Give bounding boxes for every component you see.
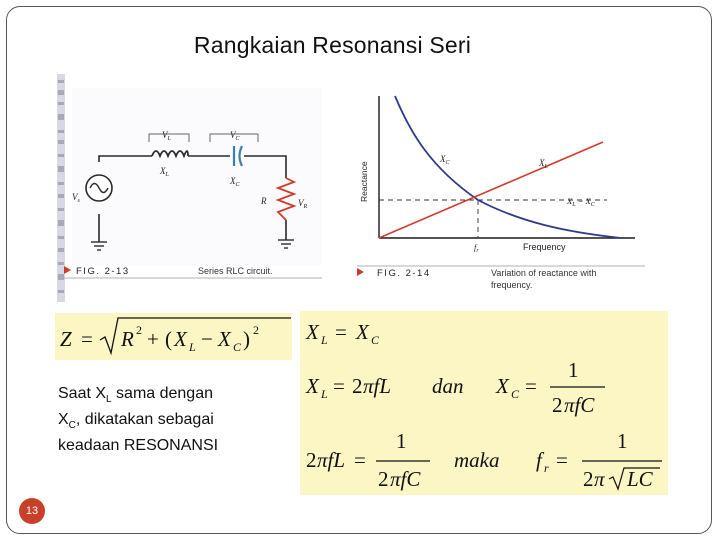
svg-text:X: X xyxy=(356,320,369,344)
svg-text:=: = xyxy=(556,448,568,472)
svg-text:πfL: πfL xyxy=(363,374,392,398)
svg-text:VR: $V_R$ xyxy=(298,198,308,210)
svg-text:LC: LC xyxy=(627,467,653,491)
svg-text:XL = XC: $X_L = X_C$ xyxy=(567,196,595,208)
fig-2-14-caption-2: frequency. xyxy=(491,280,533,290)
svg-text:2: 2 xyxy=(136,323,142,337)
svg-text:XC: $X_C$ xyxy=(230,176,240,188)
page-number-badge: 13 xyxy=(19,498,45,524)
svg-text:L: L xyxy=(321,387,328,401)
svg-text:r: r xyxy=(544,461,549,475)
svg-text:f: f xyxy=(536,448,542,472)
svg-text:XL: $X_L$ xyxy=(539,158,548,170)
svg-text:X: X xyxy=(306,320,319,344)
slide-title: Rangkaian Resonansi Seri xyxy=(193,32,472,58)
svg-text:X: X xyxy=(496,374,509,398)
impedance-formula xyxy=(55,313,292,360)
formula-resonant-frequency xyxy=(306,429,662,491)
svg-text:+: + xyxy=(147,327,159,351)
y-axis-label: Reactance xyxy=(359,161,369,202)
svg-text:C: C xyxy=(371,333,380,347)
svg-text:1: 1 xyxy=(617,429,628,453)
svg-text:2: 2 xyxy=(306,448,317,472)
svg-text:−: − xyxy=(201,327,213,351)
svg-text:fr: $f_r$ xyxy=(474,242,479,254)
xl-line xyxy=(379,142,603,238)
svg-text:X: X xyxy=(174,327,187,351)
svg-text:1: 1 xyxy=(568,358,579,382)
svg-text:dan: dan xyxy=(432,374,464,398)
svg-text:Vs: $V_s$ xyxy=(72,192,80,204)
svg-text:2: 2 xyxy=(352,374,363,398)
resonance-formulas xyxy=(300,311,668,495)
svg-text:): ) xyxy=(243,327,250,351)
svg-text:C: C xyxy=(233,340,242,354)
svg-text:=: = xyxy=(81,327,93,351)
svg-text:X: X xyxy=(218,327,231,351)
reactance-chart-figure xyxy=(345,92,655,300)
svg-text:π: π xyxy=(594,467,605,491)
svg-text:πfC: πfC xyxy=(390,467,421,491)
svg-text:XC: $X_C$ xyxy=(440,154,450,166)
formula-xl-equals-xc xyxy=(305,320,380,347)
svg-text:VL: $V_L$ xyxy=(162,130,171,142)
svg-text:πfC: πfC xyxy=(564,393,595,417)
svg-text:L: L xyxy=(321,333,328,347)
svg-text:=: = xyxy=(335,320,347,344)
fig-2-13-number: FIG. 2-13 xyxy=(76,266,130,277)
svg-text:C: C xyxy=(511,387,520,401)
svg-text:XL: $X_L$ xyxy=(160,166,169,178)
formula-reactance-definitions xyxy=(305,358,605,417)
svg-text:2: 2 xyxy=(552,393,563,417)
svg-text:=: = xyxy=(333,374,345,398)
resonance-statement: Saat $X_L$ sama dengan $X_C$, dikatakan sebagai keadaan RESONANSI xyxy=(58,385,219,455)
svg-text:=: = xyxy=(525,374,537,398)
svg-text:VC: $V_C$ xyxy=(230,130,240,142)
svg-text:R: R xyxy=(261,196,267,206)
svg-text:(: ( xyxy=(165,327,172,351)
svg-text:X: X xyxy=(306,374,319,398)
x-axis-label: Frequency xyxy=(523,242,566,252)
rlc-circuit-figure xyxy=(52,70,324,308)
svg-text:2: 2 xyxy=(583,467,594,491)
fig-2-14-caption-1: Variation of reactance with xyxy=(491,268,597,278)
svg-text:2: 2 xyxy=(253,323,259,337)
svg-text:maka: maka xyxy=(454,448,500,472)
svg-text:R: R xyxy=(121,327,134,351)
svg-text:2: 2 xyxy=(378,467,389,491)
svg-text:πfL: πfL xyxy=(317,448,346,472)
svg-text:L: L xyxy=(189,340,196,354)
fig-2-14-number: FIG. 2-14 xyxy=(377,268,431,279)
svg-text:=: = xyxy=(354,448,366,472)
svg-text:Z: Z xyxy=(60,327,72,351)
fig-2-13-caption: Series RLC circuit. xyxy=(198,266,273,276)
svg-text:1: 1 xyxy=(396,429,407,453)
